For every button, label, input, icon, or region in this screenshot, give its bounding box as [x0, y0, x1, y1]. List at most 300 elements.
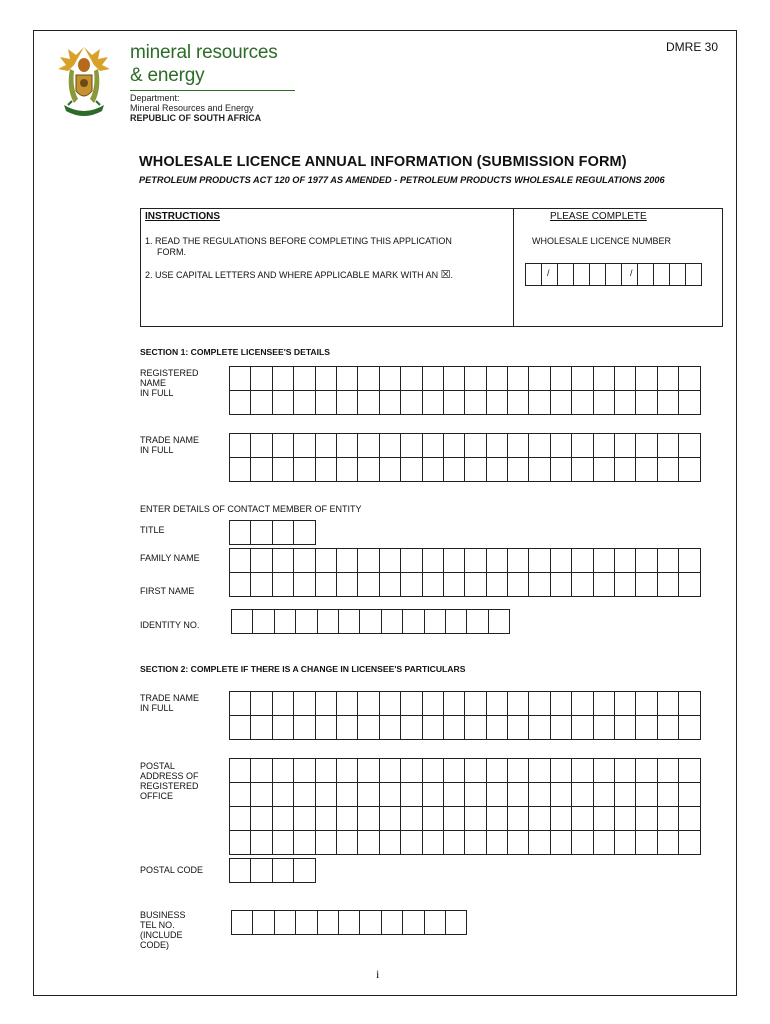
input-cell[interactable]	[529, 783, 550, 807]
input-cell[interactable]	[316, 716, 337, 740]
input-cell[interactable]	[615, 759, 636, 783]
input-cell[interactable]	[615, 458, 636, 482]
input-cell[interactable]	[423, 831, 444, 855]
input-cell[interactable]	[636, 434, 657, 458]
input-cell[interactable]	[251, 831, 272, 855]
input-cell[interactable]	[658, 367, 679, 391]
input-cell[interactable]	[316, 783, 337, 807]
input-cell[interactable]	[251, 692, 272, 716]
input-cell[interactable]	[423, 716, 444, 740]
input-cell[interactable]	[423, 573, 444, 597]
licence-cell[interactable]	[590, 264, 606, 286]
input-cell[interactable]	[572, 367, 593, 391]
input-cell[interactable]	[253, 610, 274, 634]
input-cell[interactable]	[551, 831, 572, 855]
input-cell[interactable]	[337, 783, 358, 807]
input-cell[interactable]	[273, 692, 294, 716]
input-cell[interactable]	[275, 610, 296, 634]
input-cell[interactable]	[594, 367, 615, 391]
input-cell[interactable]	[380, 759, 401, 783]
input-cell[interactable]	[615, 367, 636, 391]
input-cell[interactable]	[572, 549, 593, 573]
input-cell[interactable]	[572, 716, 593, 740]
input-cell[interactable]	[273, 434, 294, 458]
input-cell[interactable]	[594, 391, 615, 415]
input-cell[interactable]	[508, 549, 529, 573]
input-cell[interactable]	[230, 434, 251, 458]
input-cell[interactable]	[358, 458, 379, 482]
input-cell[interactable]	[425, 911, 446, 935]
input-cell[interactable]	[487, 573, 508, 597]
input-cell[interactable]	[316, 573, 337, 597]
input-cell[interactable]	[594, 573, 615, 597]
input-cell[interactable]	[508, 391, 529, 415]
input-cell[interactable]	[615, 692, 636, 716]
input-cell[interactable]	[251, 549, 272, 573]
input-cell[interactable]	[273, 391, 294, 415]
input-cell[interactable]	[487, 783, 508, 807]
input-cell[interactable]	[658, 716, 679, 740]
input-cell[interactable]	[337, 807, 358, 831]
input-cell[interactable]	[380, 391, 401, 415]
input-cell[interactable]	[529, 458, 550, 482]
input-cell[interactable]	[487, 759, 508, 783]
input-cell[interactable]	[444, 391, 465, 415]
input-cell[interactable]	[444, 458, 465, 482]
input-cell[interactable]	[529, 807, 550, 831]
input-cell[interactable]	[679, 831, 700, 855]
input-cell[interactable]	[444, 692, 465, 716]
input-cell[interactable]	[551, 783, 572, 807]
licence-cell[interactable]	[558, 264, 574, 286]
input-cell[interactable]	[658, 391, 679, 415]
input-cell[interactable]	[551, 807, 572, 831]
identity-grid[interactable]	[231, 609, 510, 634]
input-cell[interactable]	[318, 911, 339, 935]
input-cell[interactable]	[401, 549, 422, 573]
input-cell[interactable]	[380, 573, 401, 597]
input-cell[interactable]	[251, 573, 272, 597]
input-cell[interactable]	[337, 573, 358, 597]
input-cell[interactable]	[358, 434, 379, 458]
input-cell[interactable]	[446, 610, 467, 634]
input-cell[interactable]	[679, 807, 700, 831]
trade-name-2-grid[interactable]	[229, 691, 701, 740]
input-cell[interactable]	[551, 549, 572, 573]
input-cell[interactable]	[615, 549, 636, 573]
input-cell[interactable]	[273, 573, 294, 597]
input-cell[interactable]	[465, 434, 486, 458]
input-cell[interactable]	[572, 692, 593, 716]
input-cell[interactable]	[251, 521, 272, 545]
input-cell[interactable]	[679, 391, 700, 415]
input-cell[interactable]	[444, 549, 465, 573]
input-cell[interactable]	[316, 458, 337, 482]
postal-code-grid[interactable]	[229, 858, 316, 883]
input-cell[interactable]	[446, 911, 467, 935]
input-cell[interactable]	[296, 610, 317, 634]
input-cell[interactable]	[615, 783, 636, 807]
input-cell[interactable]	[658, 434, 679, 458]
input-cell[interactable]	[444, 831, 465, 855]
input-cell[interactable]	[572, 759, 593, 783]
input-cell[interactable]	[273, 716, 294, 740]
input-cell[interactable]	[337, 458, 358, 482]
input-cell[interactable]	[465, 391, 486, 415]
input-cell[interactable]	[679, 759, 700, 783]
input-cell[interactable]	[551, 573, 572, 597]
input-cell[interactable]	[658, 692, 679, 716]
licence-cell[interactable]	[686, 264, 702, 286]
input-cell[interactable]	[658, 783, 679, 807]
input-cell[interactable]	[294, 573, 315, 597]
licence-cell[interactable]	[574, 264, 590, 286]
input-cell[interactable]	[465, 573, 486, 597]
input-cell[interactable]	[423, 458, 444, 482]
input-cell[interactable]	[551, 692, 572, 716]
input-cell[interactable]	[529, 573, 550, 597]
input-cell[interactable]	[508, 759, 529, 783]
input-cell[interactable]	[551, 434, 572, 458]
input-cell[interactable]	[423, 783, 444, 807]
input-cell[interactable]	[636, 458, 657, 482]
input-cell[interactable]	[316, 807, 337, 831]
input-cell[interactable]	[294, 831, 315, 855]
input-cell[interactable]	[615, 807, 636, 831]
input-cell[interactable]	[594, 783, 615, 807]
input-cell[interactable]	[487, 367, 508, 391]
input-cell[interactable]	[358, 759, 379, 783]
input-cell[interactable]	[273, 759, 294, 783]
input-cell[interactable]	[679, 692, 700, 716]
input-cell[interactable]	[294, 716, 315, 740]
input-cell[interactable]	[318, 610, 339, 634]
input-cell[interactable]	[487, 549, 508, 573]
input-cell[interactable]	[294, 859, 315, 883]
input-cell[interactable]	[380, 831, 401, 855]
input-cell[interactable]	[251, 807, 272, 831]
input-cell[interactable]	[594, 434, 615, 458]
input-cell[interactable]	[273, 458, 294, 482]
input-cell[interactable]	[294, 692, 315, 716]
input-cell[interactable]	[337, 759, 358, 783]
input-cell[interactable]	[401, 783, 422, 807]
input-cell[interactable]	[465, 549, 486, 573]
input-cell[interactable]	[401, 807, 422, 831]
input-cell[interactable]	[615, 716, 636, 740]
input-cell[interactable]	[529, 434, 550, 458]
input-cell[interactable]	[360, 610, 381, 634]
input-cell[interactable]	[572, 573, 593, 597]
input-cell[interactable]	[423, 434, 444, 458]
input-cell[interactable]	[679, 716, 700, 740]
input-cell[interactable]	[636, 716, 657, 740]
input-cell[interactable]	[358, 391, 379, 415]
input-cell[interactable]	[337, 716, 358, 740]
input-cell[interactable]	[423, 759, 444, 783]
input-cell[interactable]	[572, 458, 593, 482]
input-cell[interactable]	[273, 859, 294, 883]
input-cell[interactable]	[251, 434, 272, 458]
input-cell[interactable]	[508, 807, 529, 831]
input-cell[interactable]	[594, 831, 615, 855]
licence-number-grid[interactable]	[525, 263, 702, 286]
input-cell[interactable]	[380, 367, 401, 391]
input-cell[interactable]	[339, 610, 360, 634]
input-cell[interactable]	[294, 434, 315, 458]
input-cell[interactable]	[594, 716, 615, 740]
input-cell[interactable]	[529, 759, 550, 783]
input-cell[interactable]	[636, 367, 657, 391]
input-cell[interactable]	[251, 458, 272, 482]
input-cell[interactable]	[423, 391, 444, 415]
input-cell[interactable]	[316, 367, 337, 391]
registered-name-grid[interactable]	[229, 366, 701, 415]
input-cell[interactable]	[636, 831, 657, 855]
input-cell[interactable]	[679, 367, 700, 391]
input-cell[interactable]	[572, 434, 593, 458]
input-cell[interactable]	[251, 367, 272, 391]
licence-cell[interactable]	[606, 264, 622, 286]
input-cell[interactable]	[508, 458, 529, 482]
input-cell[interactable]	[529, 391, 550, 415]
input-cell[interactable]	[423, 692, 444, 716]
input-cell[interactable]	[401, 434, 422, 458]
input-cell[interactable]	[273, 807, 294, 831]
input-cell[interactable]	[316, 831, 337, 855]
input-cell[interactable]	[316, 759, 337, 783]
input-cell[interactable]	[294, 783, 315, 807]
input-cell[interactable]	[294, 807, 315, 831]
input-cell[interactable]	[489, 610, 510, 634]
input-cell[interactable]	[508, 367, 529, 391]
input-cell[interactable]	[230, 367, 251, 391]
input-cell[interactable]	[658, 573, 679, 597]
input-cell[interactable]	[529, 549, 550, 573]
input-cell[interactable]	[594, 807, 615, 831]
input-cell[interactable]	[316, 434, 337, 458]
input-cell[interactable]	[273, 549, 294, 573]
input-cell[interactable]	[444, 367, 465, 391]
input-cell[interactable]	[465, 831, 486, 855]
input-cell[interactable]	[251, 716, 272, 740]
input-cell[interactable]	[572, 783, 593, 807]
input-cell[interactable]	[594, 692, 615, 716]
trade-name-grid[interactable]	[229, 433, 701, 482]
input-cell[interactable]	[465, 367, 486, 391]
input-cell[interactable]	[230, 859, 251, 883]
input-cell[interactable]	[337, 692, 358, 716]
input-cell[interactable]	[358, 367, 379, 391]
input-cell[interactable]	[401, 458, 422, 482]
input-cell[interactable]	[360, 911, 381, 935]
input-cell[interactable]	[294, 759, 315, 783]
input-cell[interactable]	[508, 783, 529, 807]
input-cell[interactable]	[423, 367, 444, 391]
input-cell[interactable]	[465, 716, 486, 740]
input-cell[interactable]	[251, 759, 272, 783]
input-cell[interactable]	[401, 367, 422, 391]
input-cell[interactable]	[401, 391, 422, 415]
input-cell[interactable]	[403, 911, 424, 935]
input-cell[interactable]	[529, 692, 550, 716]
input-cell[interactable]	[251, 391, 272, 415]
input-cell[interactable]	[487, 692, 508, 716]
licence-cell[interactable]	[638, 264, 654, 286]
input-cell[interactable]	[337, 549, 358, 573]
input-cell[interactable]	[636, 807, 657, 831]
input-cell[interactable]	[551, 458, 572, 482]
input-cell[interactable]	[382, 610, 403, 634]
input-cell[interactable]	[551, 716, 572, 740]
input-cell[interactable]	[358, 831, 379, 855]
licence-cell[interactable]	[542, 264, 558, 286]
input-cell[interactable]	[508, 831, 529, 855]
input-cell[interactable]	[487, 831, 508, 855]
input-cell[interactable]	[615, 434, 636, 458]
input-cell[interactable]	[401, 716, 422, 740]
input-cell[interactable]	[594, 759, 615, 783]
input-cell[interactable]	[423, 549, 444, 573]
input-cell[interactable]	[294, 549, 315, 573]
licence-cell[interactable]	[526, 264, 542, 286]
input-cell[interactable]	[382, 911, 403, 935]
input-cell[interactable]	[358, 692, 379, 716]
input-cell[interactable]	[487, 458, 508, 482]
input-cell[interactable]	[294, 367, 315, 391]
input-cell[interactable]	[403, 610, 424, 634]
input-cell[interactable]	[465, 759, 486, 783]
input-cell[interactable]	[273, 783, 294, 807]
input-cell[interactable]	[508, 573, 529, 597]
input-cell[interactable]	[230, 759, 251, 783]
input-cell[interactable]	[316, 692, 337, 716]
input-cell[interactable]	[508, 692, 529, 716]
input-cell[interactable]	[594, 549, 615, 573]
input-cell[interactable]	[679, 573, 700, 597]
input-cell[interactable]	[551, 759, 572, 783]
input-cell[interactable]	[401, 692, 422, 716]
input-cell[interactable]	[380, 458, 401, 482]
input-cell[interactable]	[615, 573, 636, 597]
input-cell[interactable]	[337, 367, 358, 391]
input-cell[interactable]	[636, 573, 657, 597]
input-cell[interactable]	[425, 610, 446, 634]
input-cell[interactable]	[465, 807, 486, 831]
input-cell[interactable]	[251, 783, 272, 807]
input-cell[interactable]	[508, 716, 529, 740]
input-cell[interactable]	[679, 783, 700, 807]
input-cell[interactable]	[339, 911, 360, 935]
input-cell[interactable]	[273, 831, 294, 855]
input-cell[interactable]	[487, 434, 508, 458]
input-cell[interactable]	[380, 549, 401, 573]
input-cell[interactable]	[529, 716, 550, 740]
input-cell[interactable]	[230, 831, 251, 855]
input-cell[interactable]	[594, 458, 615, 482]
input-cell[interactable]	[467, 610, 488, 634]
input-cell[interactable]	[296, 911, 317, 935]
input-cell[interactable]	[465, 458, 486, 482]
input-cell[interactable]	[487, 716, 508, 740]
input-cell[interactable]	[251, 859, 272, 883]
input-cell[interactable]	[401, 573, 422, 597]
input-cell[interactable]	[380, 692, 401, 716]
input-cell[interactable]	[551, 391, 572, 415]
postal-address-grid[interactable]	[229, 758, 701, 855]
input-cell[interactable]	[679, 434, 700, 458]
input-cell[interactable]	[572, 831, 593, 855]
input-cell[interactable]	[636, 692, 657, 716]
input-cell[interactable]	[316, 391, 337, 415]
input-cell[interactable]	[273, 367, 294, 391]
input-cell[interactable]	[253, 911, 274, 935]
input-cell[interactable]	[444, 759, 465, 783]
input-cell[interactable]	[551, 367, 572, 391]
input-cell[interactable]	[636, 783, 657, 807]
input-cell[interactable]	[273, 521, 294, 545]
input-cell[interactable]	[572, 391, 593, 415]
input-cell[interactable]	[636, 759, 657, 783]
input-cell[interactable]	[230, 549, 251, 573]
input-cell[interactable]	[487, 391, 508, 415]
input-cell[interactable]	[316, 549, 337, 573]
business-tel-grid[interactable]	[231, 910, 467, 935]
input-cell[interactable]	[465, 783, 486, 807]
input-cell[interactable]	[423, 807, 444, 831]
input-cell[interactable]	[658, 759, 679, 783]
input-cell[interactable]	[615, 831, 636, 855]
input-cell[interactable]	[658, 831, 679, 855]
input-cell[interactable]	[337, 831, 358, 855]
input-cell[interactable]	[358, 549, 379, 573]
input-cell[interactable]	[529, 367, 550, 391]
input-cell[interactable]	[358, 573, 379, 597]
input-cell[interactable]	[380, 716, 401, 740]
input-cell[interactable]	[232, 911, 253, 935]
input-cell[interactable]	[401, 759, 422, 783]
input-cell[interactable]	[444, 807, 465, 831]
title-grid[interactable]	[229, 520, 316, 545]
input-cell[interactable]	[230, 692, 251, 716]
input-cell[interactable]	[465, 692, 486, 716]
input-cell[interactable]	[230, 716, 251, 740]
input-cell[interactable]	[380, 783, 401, 807]
input-cell[interactable]	[658, 549, 679, 573]
input-cell[interactable]	[636, 549, 657, 573]
input-cell[interactable]	[529, 831, 550, 855]
input-cell[interactable]	[294, 391, 315, 415]
input-cell[interactable]	[275, 911, 296, 935]
input-cell[interactable]	[487, 807, 508, 831]
input-cell[interactable]	[337, 434, 358, 458]
input-cell[interactable]	[337, 391, 358, 415]
input-cell[interactable]	[230, 521, 251, 545]
input-cell[interactable]	[615, 391, 636, 415]
input-cell[interactable]	[230, 783, 251, 807]
input-cell[interactable]	[230, 391, 251, 415]
input-cell[interactable]	[636, 391, 657, 415]
input-cell[interactable]	[230, 458, 251, 482]
input-cell[interactable]	[230, 807, 251, 831]
input-cell[interactable]	[444, 783, 465, 807]
input-cell[interactable]	[444, 716, 465, 740]
input-cell[interactable]	[230, 573, 251, 597]
licence-cell[interactable]	[654, 264, 670, 286]
input-cell[interactable]	[679, 458, 700, 482]
input-cell[interactable]	[572, 807, 593, 831]
input-cell[interactable]	[358, 807, 379, 831]
